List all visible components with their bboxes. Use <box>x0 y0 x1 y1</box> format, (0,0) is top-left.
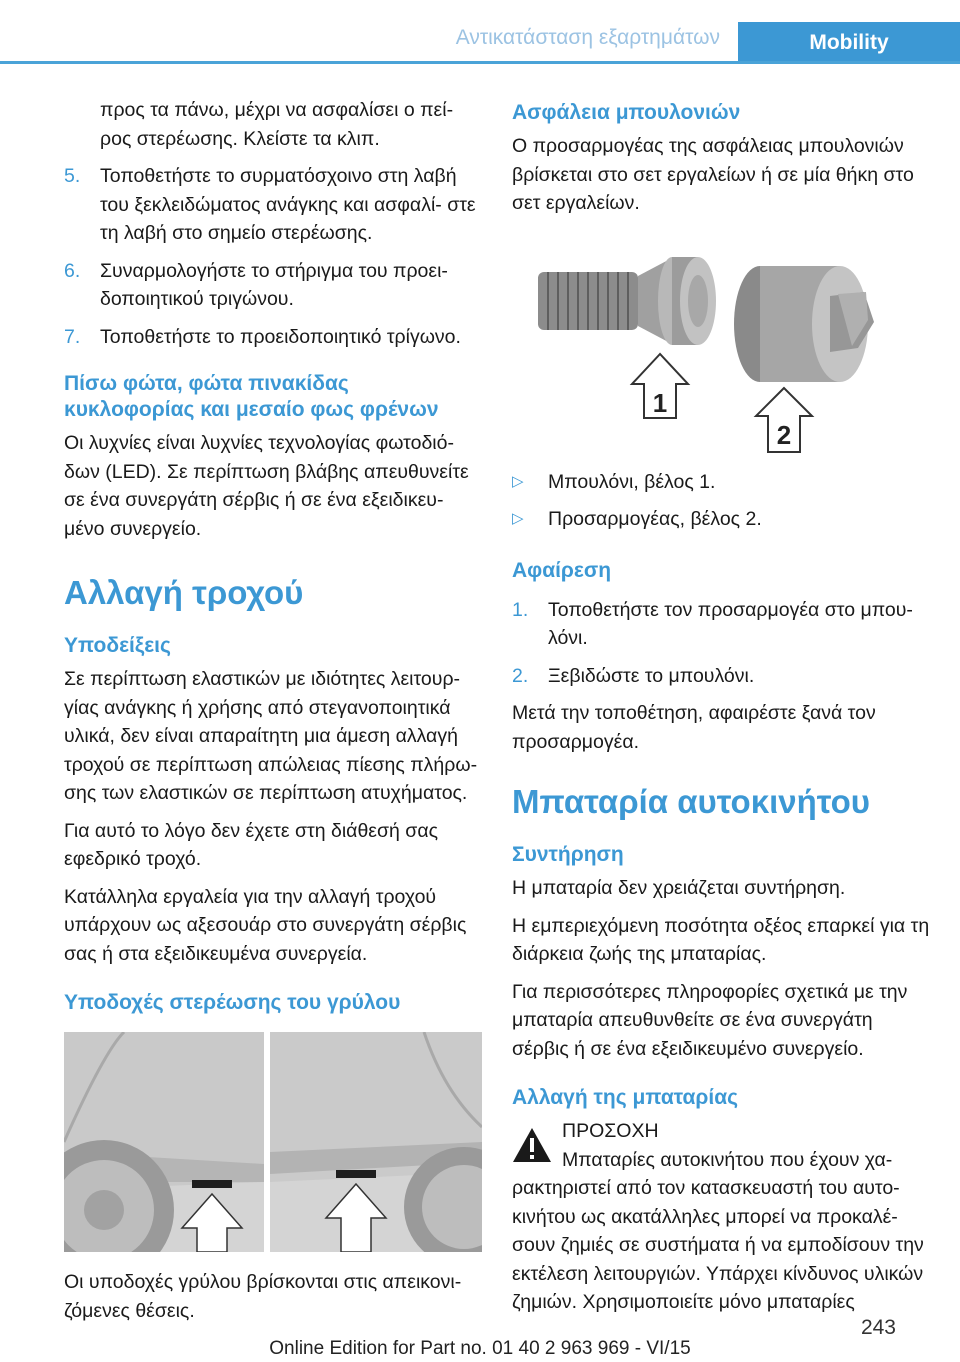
step-number: 7. <box>64 325 81 348</box>
step-item <box>512 662 930 691</box>
header-rule <box>0 61 960 64</box>
step-item <box>64 323 482 352</box>
step-text: Τοποθετήστε το προειδοποιητικό τρίγωνο. <box>100 325 461 348</box>
step-number: 6. <box>64 259 81 282</box>
caution-text: ρακτηριστεί από τον κατασκευαστή του αυτο- κινήτου ως ακατάλληλες μπορεί να προκαλέ- σουν ζημιές σε συστήματα ή να εμποδίσουν την εκτέλεση λειτουργιών. Υπάρχει κίνδυνος υλικών ζημιών. Χρησιμοποιείτε μόνο μπαταρίες <box>512 1177 924 1313</box>
jack-points-illustration <box>64 1032 482 1252</box>
paragraph-hints: Κατάλληλα εργαλεία για την αλλαγή τροχού υπάρχουν ως αξεσουάρ στο συνεργάτη σέρβις σας ή στα εξειδικευμένα συνεργεία. <box>64 885 467 965</box>
caution-title: ΠΡΟΣΟΧΗ <box>562 1120 659 1142</box>
heading-jack-points: Υποδοχές στερέωσης του γρύλου <box>64 991 401 1014</box>
list-item-text: Προσαρμογέας, βέλος 2. <box>548 508 762 530</box>
step-text: Ξεβιδώστε το μπουλόνι. <box>548 664 755 687</box>
paragraph-maintenance: Για περισσότερες πληροφορίες σχετικά με την μπαταρία απευθυνθείτε σε ένα συνεργάτη σέρβις ή σε ένα εξειδικευμένο συνεργείο. <box>512 980 908 1060</box>
heading-hints: Υποδείξεις <box>64 634 171 657</box>
paragraph-hints: Σε περίπτωση ελαστικών με ιδιότητες λειτουρ- γίας ανάγκης ή χρήσης από στεγανοποιητικά υλικά, δεν είναι απαραίτητη μια άμεση αλλαγή τροχού σε περίπτωση απώλειας πίεσης πλήρω- σης των ελαστικών σε περίπτωση ατυχήματος. <box>64 668 478 804</box>
left-column <box>64 96 482 1334</box>
lock-bolt-image <box>512 236 930 456</box>
arrow-label-1: 1 <box>652 387 668 418</box>
section-title: Αντικατάσταση εξαρτημάτων <box>455 26 720 49</box>
paragraph-maintenance: Η μπαταρία δεν χρειάζεται συντήρηση. <box>512 877 846 899</box>
paragraph-jack-points: Οι υποδοχές γρύλου βρίσκονται στις απεικονι- ζόμενες θέσεις. <box>64 1271 462 1322</box>
paragraph-hints: Για αυτό το λόγο δεν έχετε στη διάθεσή σας εφεδρικό τροχό. <box>64 819 438 870</box>
step-text: Συναρμολογήστε το στήριγμα του προει- δοποιητικού τριγώνου. <box>100 259 448 310</box>
paragraph-rear-lights: Οι λυχνίες είναι λυχνίες τεχνολογίας φωτοδιό- δων (LED). Σε περίπτωση βλάβης απευθυνείτε σε ένα συνεργάτη σέρβις ή σε ένα εξειδικευ- μένο συνεργείο. <box>64 432 469 540</box>
step-item <box>64 162 482 248</box>
warning-icon <box>512 1117 562 1174</box>
heading-rear-lights: Πίσω φώτα, φώτα πινακίδας κυκλοφορίας και μεσαίο φως φρένων <box>64 372 439 421</box>
heading-lock-bolt: Ασφάλεια μπουλονιών <box>512 101 741 124</box>
step-text: Τοποθετήστε το συρματόσχοινο στη λαβή του ξεκλειδώματος ανάγκης και ασφαλί- στε τη λαβή στο σημείο στερέωσης. <box>100 165 476 244</box>
caution-text-first-line: Μπαταρίες αυτοκινήτου που έχουν χα- <box>562 1148 893 1171</box>
step-text: Τοποθετήστε τον προσαρμογέα στο μπου- λόνι. <box>548 598 913 649</box>
paragraph-lock-bolt: Ο προσαρμογέας της ασφάλειας μπουλονιών βρίσκεται στο σετ εργαλείων ή σε μία θήκη στο σετ εργαλείων. <box>512 135 914 214</box>
list-item-text: Μπουλόνι, βέλος 1. <box>548 470 716 493</box>
heading-battery-change: Αλλαγή της μπαταρίας <box>512 1086 739 1109</box>
heading-wheel-change: Αλλαγή τροχού <box>64 574 304 611</box>
list-item <box>512 468 930 497</box>
edition-footer: Online Edition for Part no. 01 40 2 963 969 - VI/15 <box>269 1338 691 1359</box>
jack-points-image <box>64 1032 482 1252</box>
heading-removal: Αφαίρεση <box>512 558 612 582</box>
step-number: 5. <box>64 165 81 187</box>
continued-step-text: προς τα πάνω, μέχρι να ασφαλίσει ο πεί- ρος στερέωσης. Κλείστε τα κλιπ. <box>100 99 454 150</box>
step-number: 1. <box>512 598 529 621</box>
caution-note <box>512 1117 930 1174</box>
heading-maintenance: Συντήρηση <box>512 843 624 866</box>
list-item <box>512 505 930 534</box>
paragraph-maintenance: Η εμπεριεχόμενη ποσότητα οξέος επαρκεί για τη διάρκεια ζωής της μπαταρίας. <box>512 914 930 965</box>
triangle-bullet-icon: ▷ <box>512 510 524 527</box>
chapter-tab: Mobility <box>738 22 960 64</box>
heading-battery: Μπαταρία αυτοκινήτου <box>512 783 870 820</box>
paragraph-after-removal: Μετά την τοποθέτηση, αφαιρέστε ξανά τον προσαρμογέα. <box>512 702 876 753</box>
step-item <box>512 596 930 653</box>
arrow-label-2: 2 <box>776 419 792 450</box>
lock-bolt-illustration <box>512 236 930 456</box>
page-number: 243 <box>860 1316 896 1339</box>
triangle-bullet-icon: ▷ <box>512 472 524 490</box>
page-header <box>0 0 960 64</box>
right-column <box>512 96 930 1326</box>
step-number: 2. <box>512 664 529 687</box>
step-item <box>64 257 482 314</box>
